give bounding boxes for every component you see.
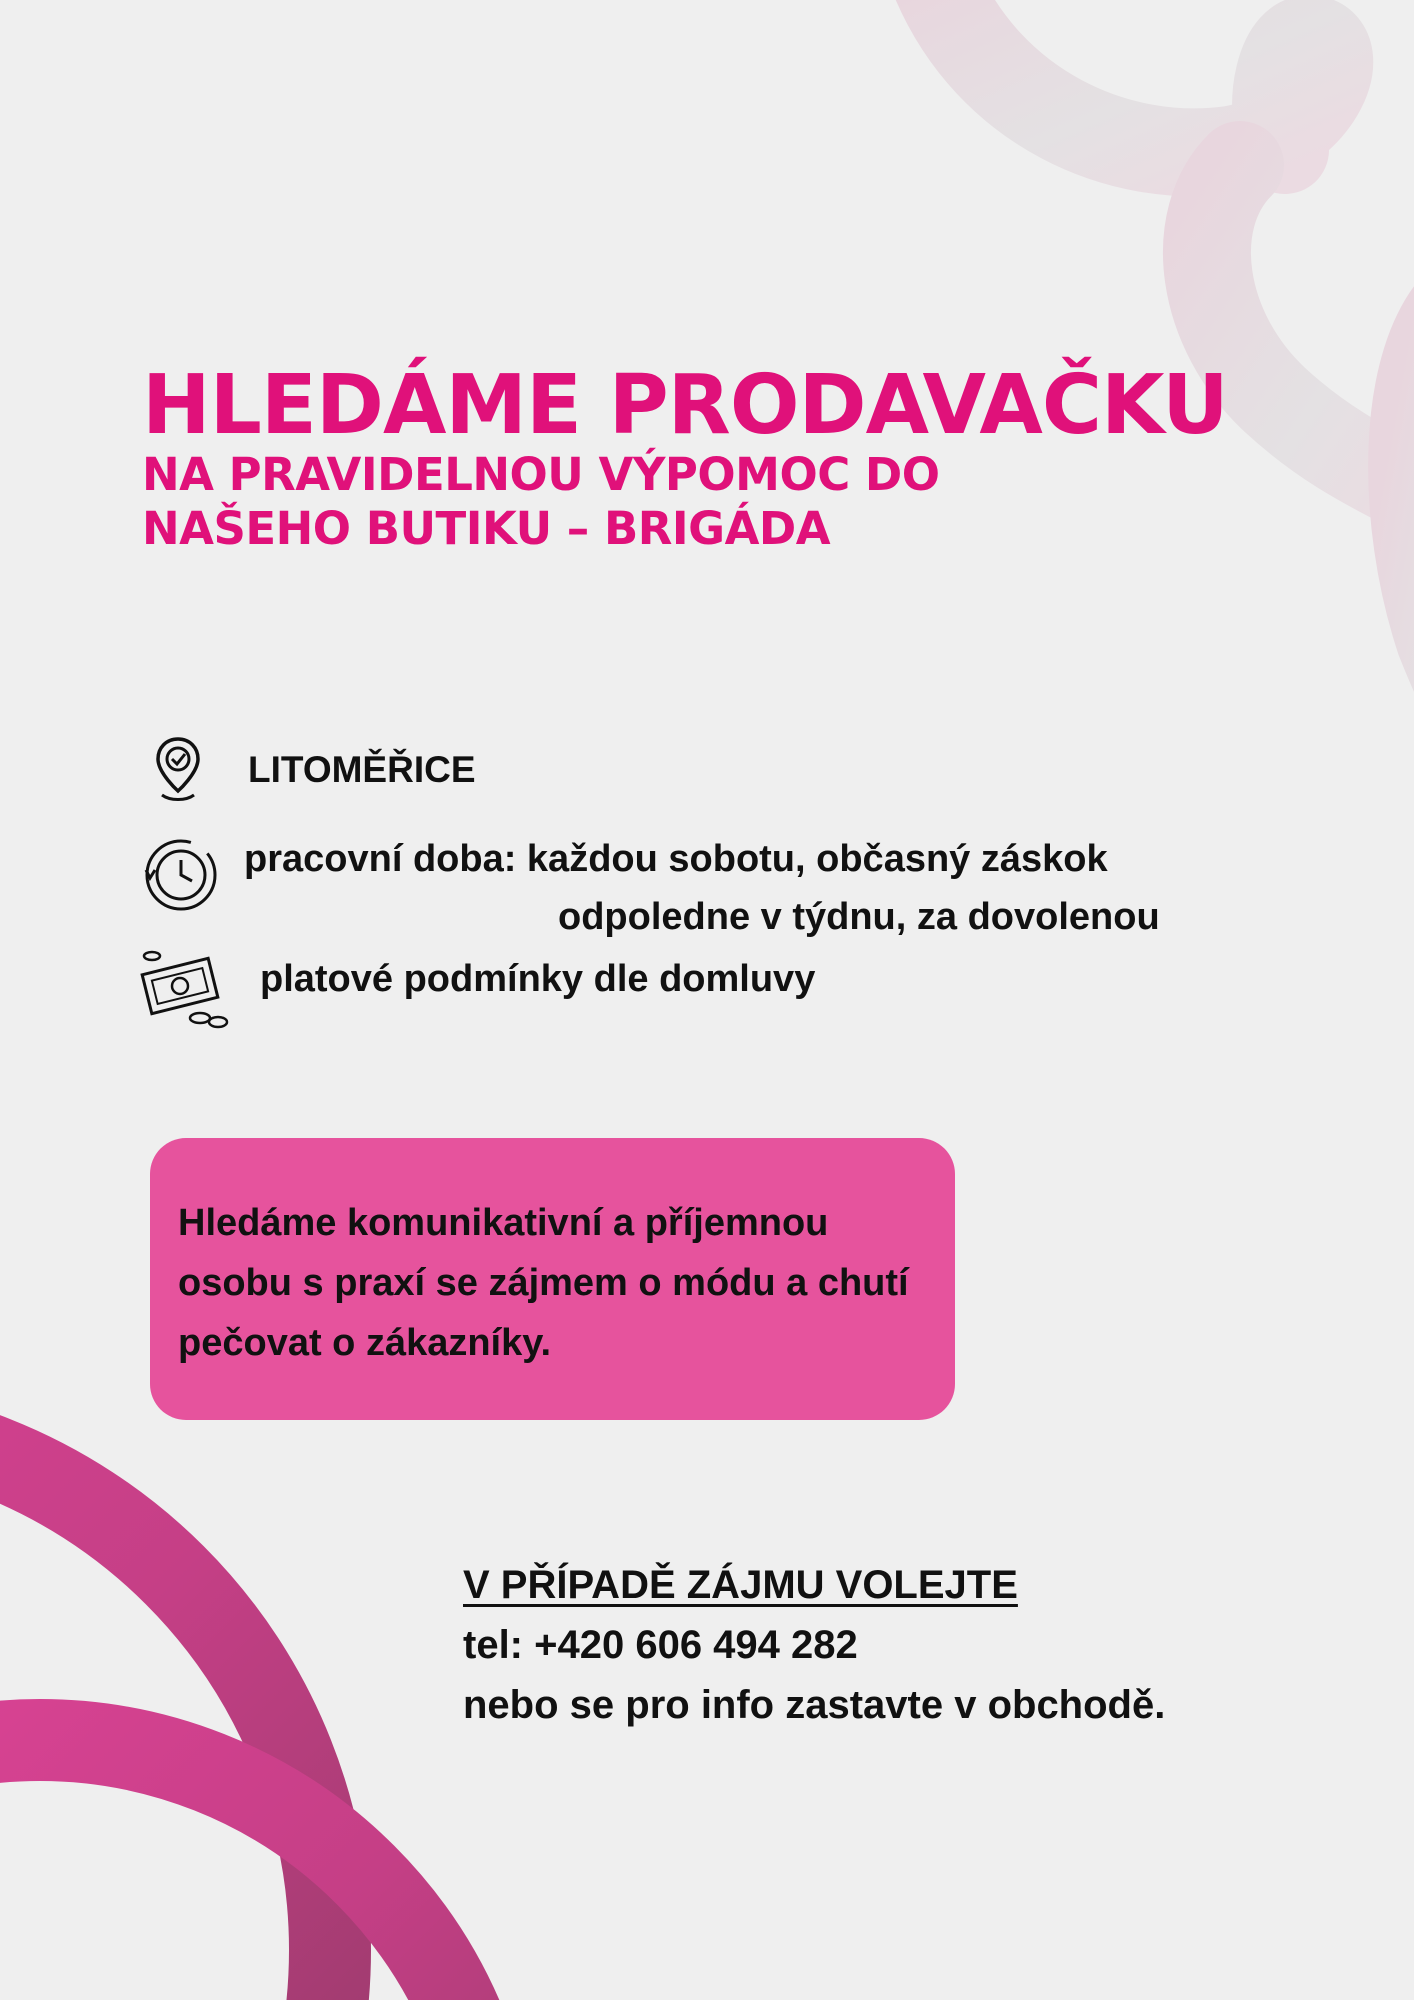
contact-heading: V PŘÍPADĚ ZÁJMU VOLEJTE (463, 1563, 1018, 1607)
contact-note: nebo se pro info zastavte v obchodě. (463, 1683, 1166, 1727)
clock-icon (140, 834, 222, 916)
location-pin-icon (152, 735, 204, 805)
page-title: HLEDÁME PRODAVAČKU (142, 358, 1228, 453)
contact-block (463, 1555, 1165, 1735)
description-box (150, 1138, 955, 1420)
hours-line-2: odpoledne v týdnu, za dovolenou (558, 896, 1160, 938)
page-subtitle: NA PRAVIDELNOU VÝPOMOC DO NAŠEHO BUTIKU – BRIGÁDA (142, 448, 940, 555)
bottom-swirl (0, 1420, 500, 2000)
location-text: LITOMĚŘICE (248, 749, 476, 790)
hours-line-1: pracovní doba: každou sobotu, občasný záskok (244, 838, 1108, 880)
contact-phone: tel: +420 606 494 282 (463, 1623, 858, 1667)
money-icon (138, 944, 230, 1032)
salary-text: platové podmínky dle domluvy (260, 958, 816, 1000)
description-text: Hledáme komunikativní a příjemnou osobu s praxí se zájmem o módu a chutí pečovat o zákazníky. (178, 1202, 909, 1364)
